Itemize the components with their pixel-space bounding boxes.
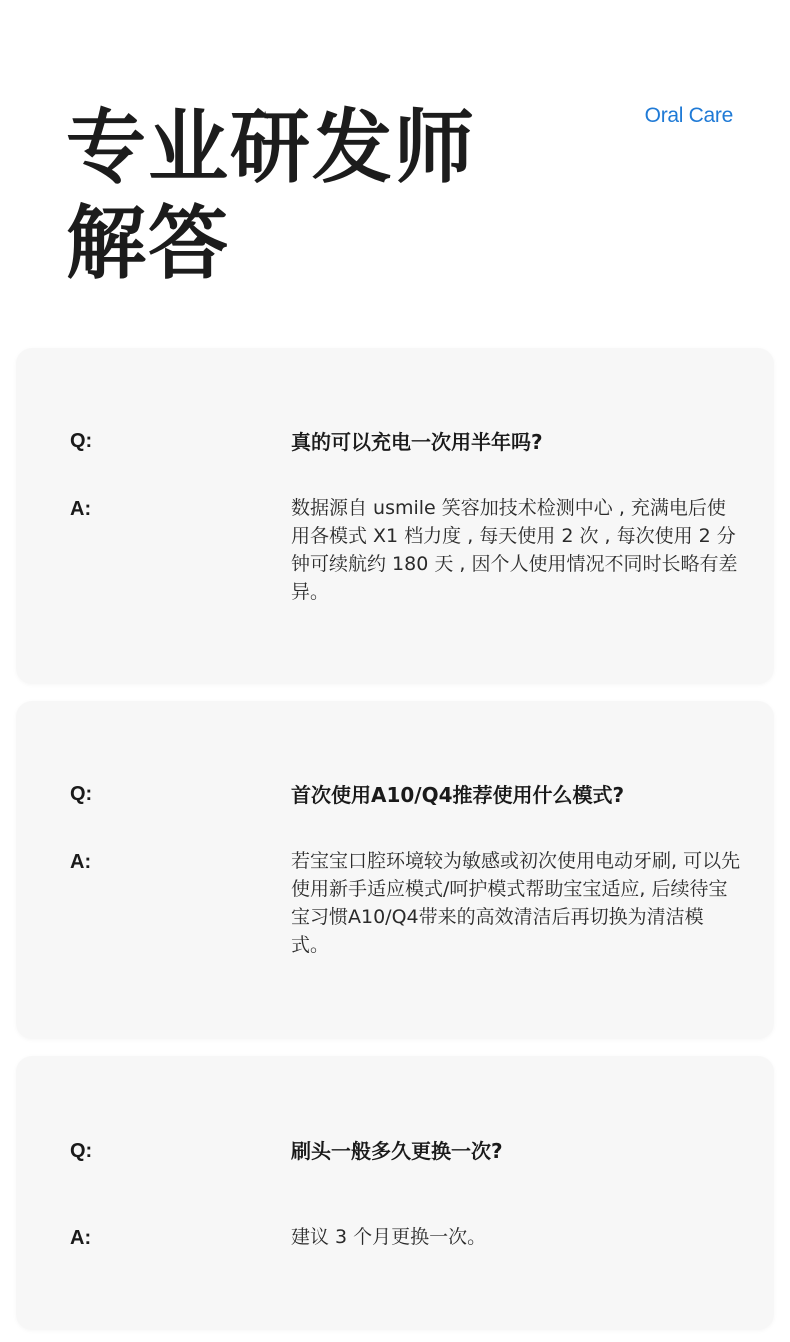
faq-card-2 <box>16 701 774 1039</box>
page-title <box>66 100 476 292</box>
question-label: Q: <box>70 1140 93 1162</box>
brand-label: Oral Care <box>644 104 733 127</box>
answer-text: 建议 3 个月更换一次。 <box>291 1226 487 1248</box>
question-text: 真的可以充电一次用半年吗? <box>291 430 543 454</box>
answer-label: A: <box>70 851 92 873</box>
question-text: 刷头一般多久更换一次? <box>291 1139 503 1163</box>
page-title-line-2: 解答 <box>66 197 230 290</box>
answer-label: A: <box>70 498 92 520</box>
answer-text: 若宝宝口腔环境较为敏感或初次使用电动牙刷, 可以先使用新手适应模式/呵护模式帮助宝宝适应, 后续待宝宝习惯A10/Q4带来的高效清洁后再切换为清洁模式。 <box>291 850 741 956</box>
question-text: 首次使用A10/Q4推荐使用什么模式? <box>291 783 625 807</box>
faq-card-1 <box>16 348 774 684</box>
page-title-line-1: 专业研发师 <box>66 101 476 194</box>
question-label: Q: <box>70 783 93 805</box>
question-label: Q: <box>70 430 93 452</box>
faq-card-3 <box>16 1056 774 1330</box>
answer-label: A: <box>70 1227 92 1249</box>
answer-text: 数据源自 usmile 笑容加技术检测中心 , 充满电后使用各模式 X1 档力度 , 每天使用 2 次 , 每次使用 2 分钟可续航约 180 天 , 因个人使用情况不同时长略有差异。 <box>291 497 738 603</box>
